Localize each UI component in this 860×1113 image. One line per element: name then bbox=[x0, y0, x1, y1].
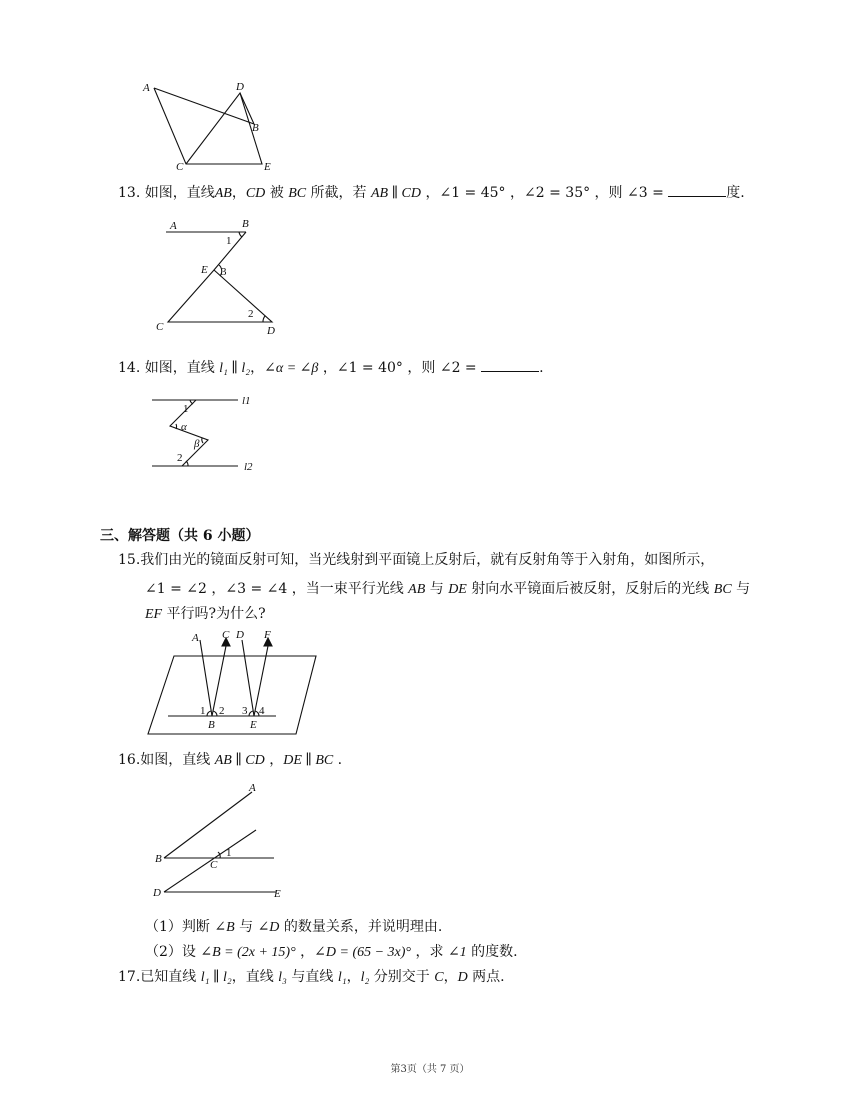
fig15-label-1: 1 bbox=[200, 705, 206, 717]
fig13-label-d: D bbox=[267, 325, 275, 337]
fig14-label-l2: l2 bbox=[244, 461, 253, 472]
fig12-label-a: A bbox=[143, 82, 150, 94]
fig16-label-c: C bbox=[210, 859, 218, 871]
q14-number: 14. bbox=[118, 360, 141, 376]
figure-q15-mirror bbox=[146, 626, 322, 738]
fig12-label-d: D bbox=[236, 81, 244, 93]
fig16-label-1: 1 bbox=[226, 847, 232, 859]
question-15-line-2: ∠1 = ∠2 ，∠3 = ∠4 ，当一束平行光线 AB 与 DE 射向水平镜面后被反射，反射后的光线 BC 与 bbox=[145, 581, 751, 597]
fig12-label-b: B bbox=[252, 122, 259, 134]
fig15-label-3: 3 bbox=[242, 705, 248, 717]
question-16-part-1: （1）判断 ∠B 与 ∠D 的数量关系，并说明理由. bbox=[145, 919, 443, 935]
fig13-label-3: 3 bbox=[221, 266, 227, 278]
question-15-line-1: 15.我们由光的镜面反射可知，当光线射到平面镜上反射后，就有反射角等于入射角，如图所示， bbox=[118, 552, 715, 568]
question-16-part-2: （2）设 ∠B = (2x + 15)° ，∠D = (65 − 3x)° ，求 ∠1 的度数. bbox=[145, 944, 518, 960]
fig15-label-d: D bbox=[236, 629, 244, 641]
fig16-label-d: D bbox=[153, 887, 161, 898]
fig14-label-l1: l1 bbox=[242, 395, 251, 407]
q13-number: 13. bbox=[118, 185, 141, 201]
q17-number: 17. bbox=[118, 969, 141, 985]
question-15-line-3: EF 平行吗?为什么? bbox=[145, 606, 266, 622]
fig14-label-2: 2 bbox=[177, 452, 183, 464]
fig13-label-e: E bbox=[201, 264, 208, 276]
question-17: 17.已知直线 l₁ ∥ l₂，直线 l₃ 与直线 l₁，l₂ 分别交于 C，D 两点. bbox=[118, 969, 505, 985]
fig15-label-b: B bbox=[208, 719, 215, 731]
question-16: 16.如图，直线 AB ∥ CD ，DE ∥ BC . bbox=[118, 752, 343, 768]
fig12-label-c: C bbox=[176, 161, 184, 173]
figure-q14-parallel-zigzag bbox=[148, 390, 268, 472]
fig13-label-b: B bbox=[242, 218, 249, 230]
fig15-label-e: E bbox=[250, 719, 257, 731]
q13-answer-blank[interactable] bbox=[668, 182, 726, 197]
fig14-label-beta: β bbox=[194, 438, 200, 450]
fig15-label-a: A bbox=[192, 632, 199, 644]
question-14: 14. 如图，直线 l₁ ∥ l₂，∠α = ∠β ，∠1 = 40° ，则 ∠2 = . bbox=[118, 357, 544, 379]
fig16-label-b: B bbox=[155, 853, 162, 865]
figure-q16-parallel-lines bbox=[148, 782, 298, 898]
fig15-label-4: 4 bbox=[259, 705, 265, 717]
fig13-label-2: 2 bbox=[248, 308, 254, 320]
fig14-label-1: 1 bbox=[183, 403, 189, 415]
figure-q12-triangles bbox=[140, 78, 280, 174]
fig15-label-2: 2 bbox=[219, 705, 225, 717]
fig15-label-f: F bbox=[264, 629, 271, 641]
figure-q13-zigzag bbox=[152, 216, 282, 340]
fig14-label-alpha: α bbox=[181, 421, 187, 433]
fig16-label-e: E bbox=[274, 888, 281, 898]
q15-number: 15. bbox=[118, 552, 141, 568]
fig13-label-a: A bbox=[170, 220, 177, 232]
fig16-label-a: A bbox=[249, 782, 256, 794]
fig15-label-c: C bbox=[222, 629, 230, 641]
fig13-label-1: 1 bbox=[226, 235, 232, 247]
question-13: 13. 如图，直线AB，CD 被 BC 所截，若 AB ∥ CD ，∠1 = 45° ，∠2 = 35° ，则 ∠3 = 度. bbox=[118, 182, 745, 204]
fig12-label-e: E bbox=[264, 161, 271, 173]
page-footer: 第3页（共 7 页） bbox=[390, 1064, 470, 1075]
section-title: 三、解答题（共 6 小题） bbox=[100, 528, 260, 544]
q16-number: 16. bbox=[118, 752, 141, 768]
fig13-label-c: C bbox=[156, 321, 164, 333]
q14-answer-blank[interactable] bbox=[481, 357, 539, 372]
